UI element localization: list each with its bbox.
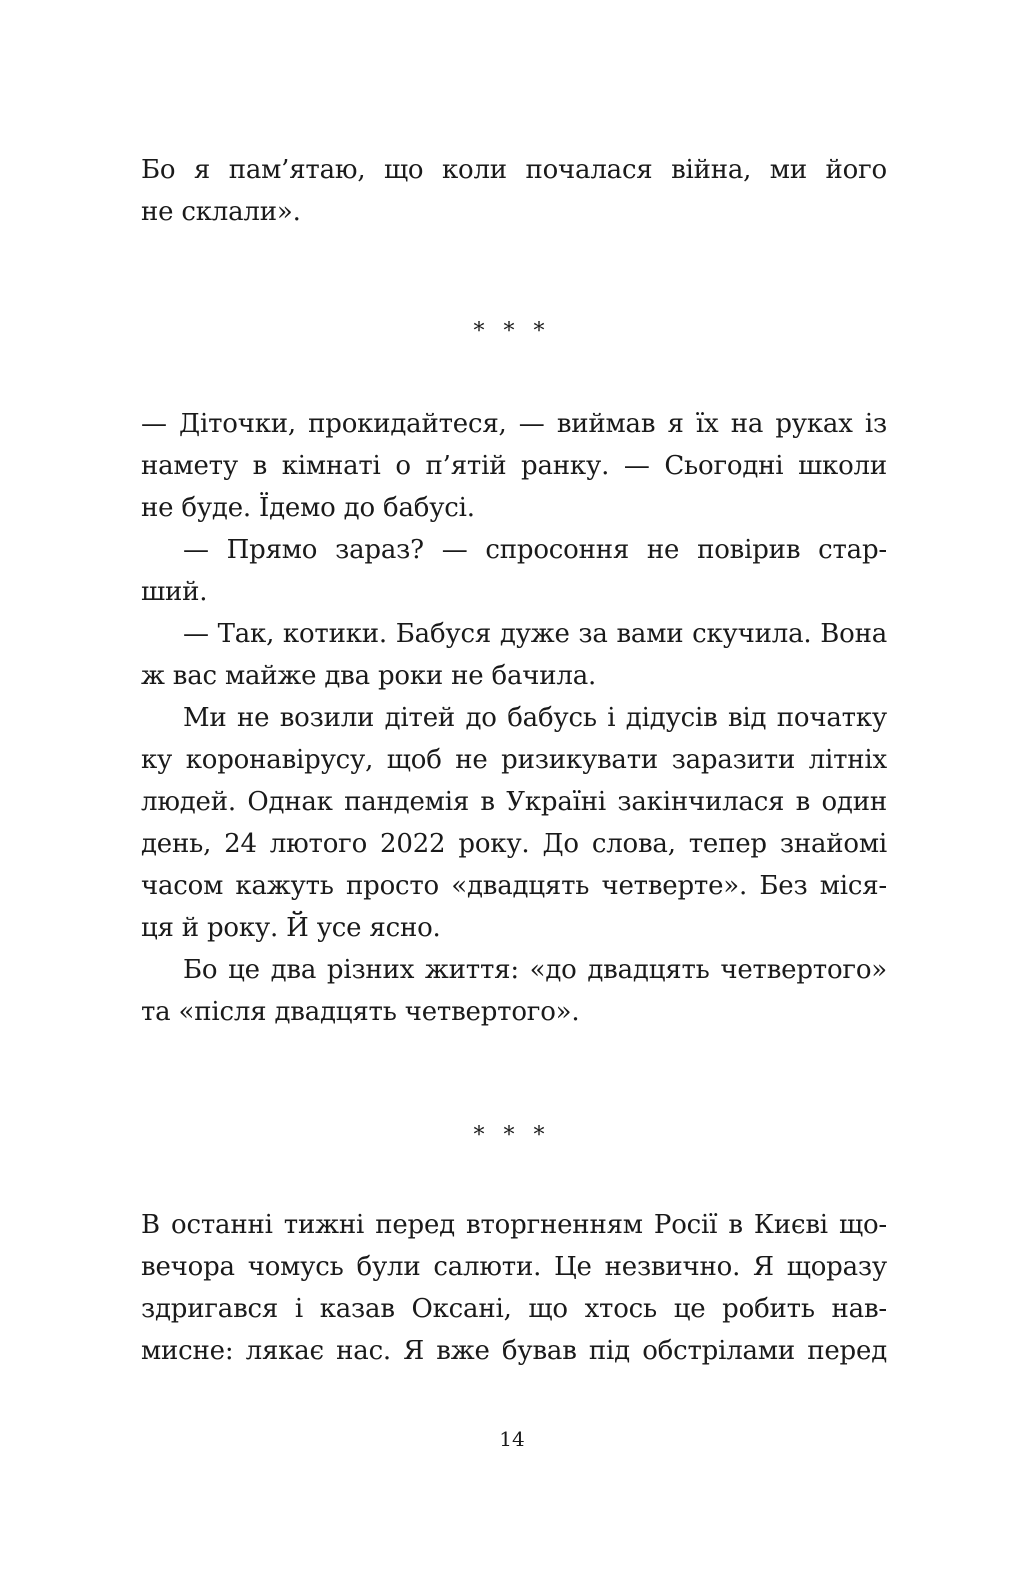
text-line: намету в кімнаті о п’ятій ранку. — Сьогодні школи [141, 451, 887, 481]
paragraph-block-2 [141, 403, 887, 1033]
text-line: не склали». [141, 197, 301, 227]
text-line: часом кажуть просто «двадцять четверте». Без міся- [141, 871, 887, 901]
paragraph-block-3 [141, 1204, 887, 1372]
text-line: не буде. Їдемо до бабусі. [141, 493, 475, 523]
text-line: В останні тижні перед вторгненням Росії в Києві що- [141, 1210, 887, 1240]
text-line: Ми не возили дітей до бабусь і дідусів від початку [183, 703, 887, 733]
section-separator: * * * [473, 319, 551, 344]
text-line: здригався і казав Оксані, що хтось це робить нав- [141, 1294, 887, 1324]
text-line: ший. [141, 577, 208, 607]
text-line: Бо я пам’ятаю, що коли почалася війна, ми його [141, 155, 887, 185]
text-line: день, 24 лютого 2022 року. До слова, тепер знайомі [141, 829, 887, 859]
text-line: людей. Однак пандемія в Україні закінчилася в один [141, 787, 887, 817]
text-line: ку коронавірусу, щоб не ризикувати заразити літніх [141, 745, 887, 775]
page-number: 14 [499, 1427, 525, 1451]
text-line: вечора чомусь були салюти. Це незвично. Я щоразу [141, 1252, 887, 1282]
section-separator: * * * [473, 1123, 551, 1148]
text-line: Бо це два різних життя: «до двадцять четвертого» [183, 955, 887, 985]
text-line: ж вас майже два роки не бачила. [141, 661, 597, 691]
text-line: та «після двадцять четвертого». [141, 997, 580, 1027]
text-line: ця й року. Й усе ясно. [141, 913, 441, 943]
text-line: — Діточки, прокидайтеся, — виймав я їх на руках із [141, 409, 887, 439]
paragraph-block-1 [141, 149, 887, 233]
text-line: мисне: лякає нас. Я вже бував під обстрілами перед [141, 1336, 887, 1366]
text-line: — Прямо зараз? — спросоння не повірив стар- [183, 535, 887, 565]
text-line: — Так, котики. Бабуся дуже за вами скучила. Вона [183, 619, 887, 649]
